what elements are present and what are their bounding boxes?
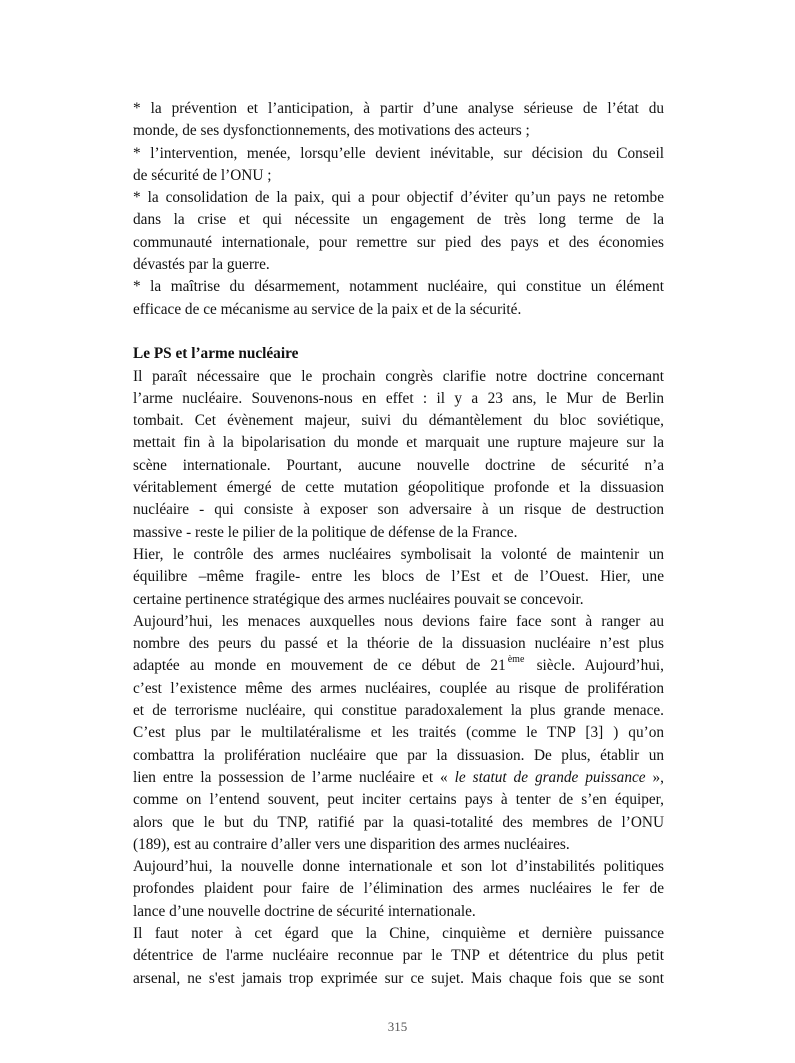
text-line: combattra la prolifération nucléaire que par la dissuasion. De plus, établir un	[133, 746, 664, 764]
text-line: et de terrorisme nucléaire, qui constitue paradoxalement la plus grande menace.	[133, 702, 664, 720]
text-line: nucléaire - qui consiste à exposer son adversaire à un risque de destruction	[133, 501, 664, 519]
text-line: l’arme nucléaire. Souvenons-nous en effet : il y a 23 ans, le Mur de Berlin	[133, 389, 664, 407]
text-line: de sécurité de l’ONU ;	[133, 166, 272, 184]
text-line: dans la crise et qui nécessite un engagement de très long terme de la	[133, 211, 664, 229]
bullet-list	[133, 98, 664, 321]
text-line: tombait. Cet évènement majeur, suivi du démantèlement du bloc soviétique,	[133, 412, 664, 430]
text-line: dévastés par la guerre.	[133, 256, 270, 274]
text-line: Il faut noter à cet égard que la Chine, cinquième et dernière puissance	[133, 924, 664, 942]
text-line: monde, de ses dysfonctionnements, des motivations des acteurs ;	[133, 122, 530, 140]
text-line: arsenal, ne s'est jamais trop exprimée sur ce sujet. Mais chaque fois que se sont	[133, 969, 664, 987]
document-page	[133, 98, 664, 990]
century-text-after: siècle. Aujourd’hui,	[536, 657, 665, 675]
text-line: * l’intervention, menée, lorsqu’elle devient inévitable, sur décision du Conseil	[133, 144, 664, 162]
text-line: * la prévention et l’anticipation, à partir d’une analyse sérieuse de l’état du	[133, 100, 664, 117]
section-heading: Le PS et l’arme nucléaire	[133, 345, 299, 363]
text-line: Aujourd’hui, la nouvelle donne internationale et son lot d’instabilités politiques	[133, 858, 664, 876]
text-line: Aujourd’hui, les menaces auxquelles nous devions faire face sont à ranger au	[133, 612, 664, 630]
page-number: 315	[387, 1019, 408, 1034]
quote-text-after: »,	[645, 768, 664, 786]
text-line: mettait fin à la bipolarisation du monde et marquait une rupture majeure sur la	[133, 434, 664, 452]
text-line: nombre des peurs du passé et la théorie de la dissuasion nucléaire n’est plus	[133, 635, 664, 653]
text-line-century	[133, 655, 664, 677]
quote-text-before: lien entre la possession de l’arme nucléaire et «	[133, 768, 455, 786]
text-line-quote	[133, 767, 664, 789]
text-line: Hier, le contrôle des armes nucléaires symbolisait la volonté de maintenir un	[133, 545, 664, 563]
blank-line	[133, 321, 664, 343]
text-line: efficace de ce mécanisme au service de la paix et de la sécurité.	[133, 300, 522, 318]
text-line: massive - reste le pilier de la politique de défense de la France.	[133, 523, 518, 541]
text-line: * la maîtrise du désarmement, notamment nucléaire, qui constitue un élément	[133, 278, 664, 296]
text-line: certaine pertinence stratégique des armes nucléaires pouvait se concevoir.	[133, 590, 584, 608]
body-text	[133, 366, 664, 990]
text-line: C’est plus par le multilatéralisme et les traités (comme le TNP [3] ) qu’on	[133, 724, 664, 742]
century-text-before: adaptée au monde en mouvement de ce début de 21	[133, 657, 506, 675]
quote-italic: le statut de grande puissance	[454, 768, 646, 786]
text-line: Il paraît nécessaire que le prochain congrès clarifie notre doctrine concernant	[133, 367, 664, 385]
text-line: communauté internationale, pour remettre sur pied des pays et des économies	[133, 233, 664, 251]
text-line: scène internationale. Pourtant, aucune nouvelle doctrine de sécurité n’a	[133, 456, 664, 474]
text-line: alors que le but du TNP, ratifié par la quasi-totalité des membres de l’ONU	[133, 813, 664, 831]
text-line: * la consolidation de la paix, qui a pour objectif d’éviter qu’un pays ne retombe	[133, 189, 664, 207]
text-line: véritablement émergé de cette mutation géopolitique profonde et la dissuasion	[133, 479, 664, 497]
text-line: détentrice de l'arme nucléaire reconnue par le TNP et détentrice du plus petit	[133, 947, 664, 965]
text-line: (189), est au contraire d’aller vers une disparition des armes nucléaires.	[133, 835, 570, 853]
text-line: équilibre –même fragile- entre les blocs de l’Est et de l’Ouest. Hier, une	[133, 568, 664, 586]
superscript-eme: ème	[507, 654, 525, 666]
text-line: c’est l’existence même des armes nucléaires, couplée au risque de prolifération	[133, 679, 664, 697]
text-line: lance d’une nouvelle doctrine de sécurité internationale.	[133, 902, 476, 920]
text-line: profondes plaident pour faire de l’élimination des armes nucléaires le fer de	[133, 880, 664, 898]
text-line: comme on l’entend souvent, peut inciter certains pays à tenter de s’en équiper,	[133, 791, 664, 809]
